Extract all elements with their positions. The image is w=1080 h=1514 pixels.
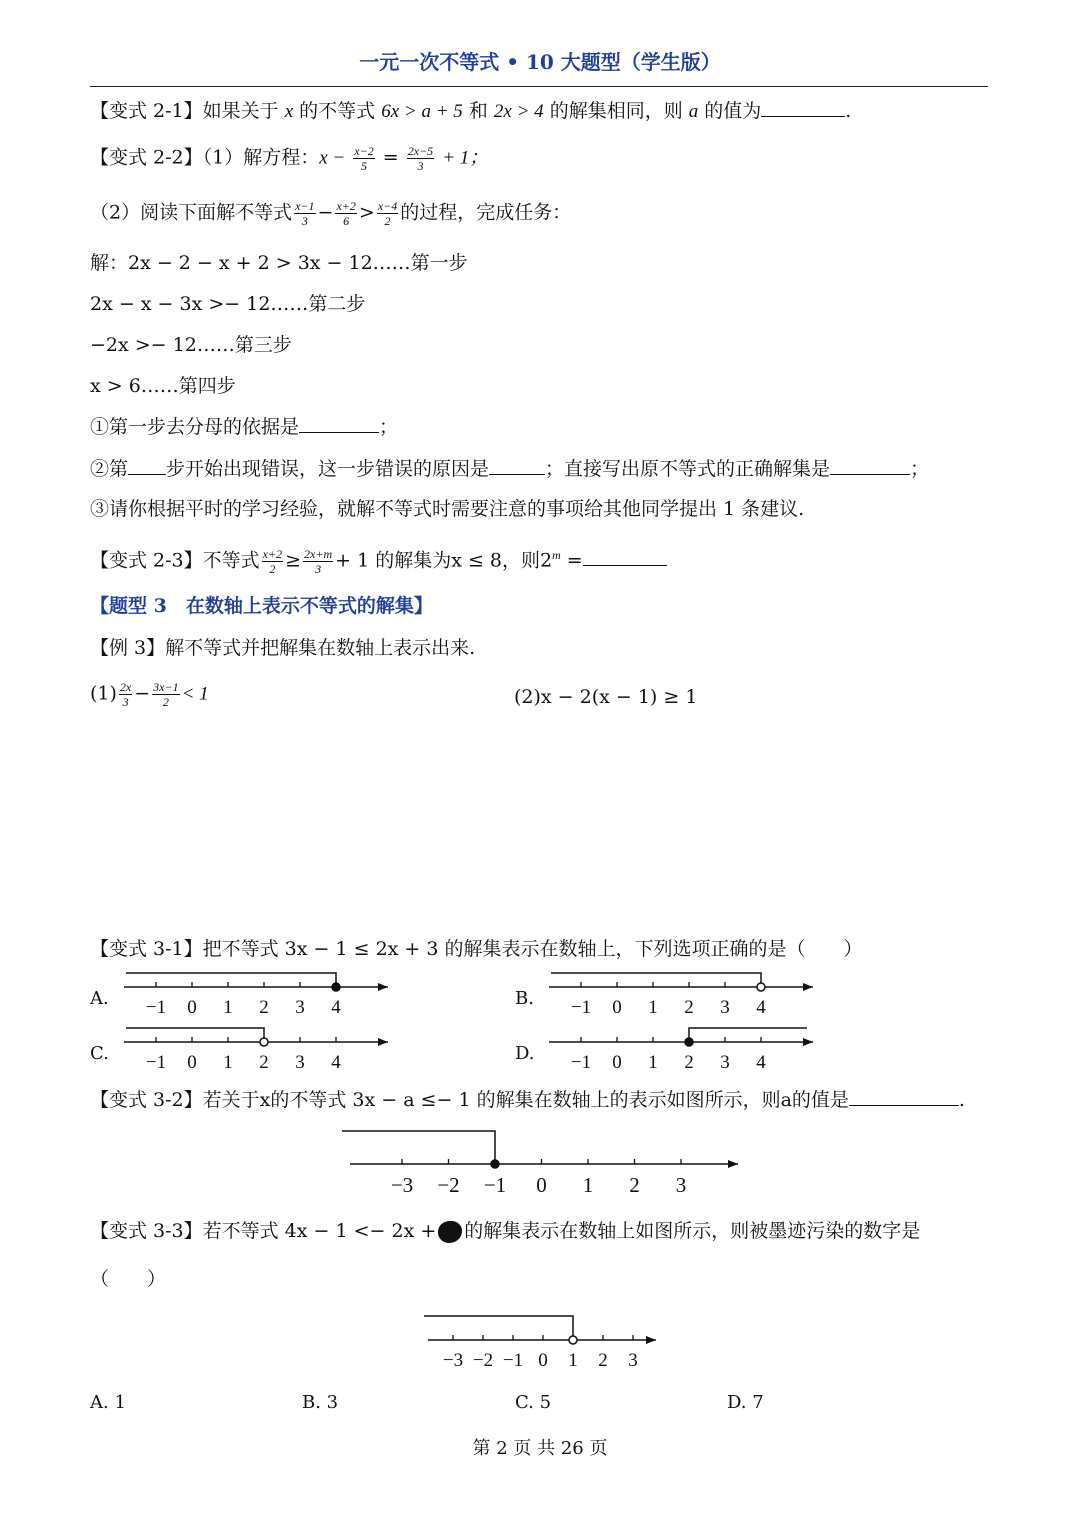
var: x (284, 101, 294, 122)
header-rule (90, 86, 988, 87)
axis-arrow (803, 983, 813, 991)
text: 如果关于 (202, 100, 285, 122)
fraction: $\frac{x+2}{6}$ (336, 199, 356, 228)
tick-label: 2 (684, 1052, 694, 1073)
fraction: $\frac{2x}{3}$ (119, 680, 132, 709)
answer-blank[interactable] (849, 1087, 959, 1106)
tag: 【变式 2-1】 (90, 100, 203, 122)
axis-arrow (803, 1038, 813, 1046)
fraction: $\frac{x-2}{5}$ (354, 144, 374, 173)
tick-label: 2 (629, 1173, 640, 1197)
tick-label: 4 (756, 1052, 766, 1073)
tick-label: 4 (331, 997, 341, 1018)
text: 的解集相同，则 (543, 100, 689, 122)
exponent: m (552, 548, 561, 562)
text: 的不等式 (293, 100, 382, 122)
example-3: 【例 3】解不等式并把解集在数轴上表示出来. (90, 637, 476, 659)
option-c-label[interactable]: C. (90, 1043, 109, 1064)
tick-label: 0 (538, 1350, 548, 1371)
document-header: 一元一次不等式 • 10 大题型（学生版） (359, 50, 721, 74)
solution-bracket (126, 1028, 264, 1042)
label: （1）解方程： (202, 146, 320, 169)
end: . (958, 1089, 965, 1111)
option-d-label[interactable]: D. (515, 1043, 535, 1064)
problem-2-2-part1 (90, 144, 488, 173)
tick-label: 3 (295, 997, 305, 1018)
fraction: $\frac{3x-1}{2}$ (153, 680, 179, 709)
text: 【变式 3-2】若关于x的不等式 3x − a ≤− 1 的解集在数轴上的表示如图所示，则a的值是 (90, 1089, 849, 1111)
tick-label: 1 (568, 1350, 578, 1371)
ink-blot (438, 1221, 462, 1243)
ge: ≥ (285, 549, 302, 572)
tick-label: 0 (612, 1052, 622, 1073)
tick-label: 0 (187, 997, 197, 1018)
closed-endpoint (685, 1038, 693, 1046)
minus: − (317, 201, 334, 224)
choice-b[interactable]: B. 3 (302, 1392, 339, 1413)
tick-label: 1 (582, 1173, 594, 1197)
text: + 1 的解集为x ≤ 8，则2 (335, 549, 553, 572)
axis-arrow (378, 1038, 388, 1046)
option-b-label[interactable]: B. (515, 988, 534, 1009)
example-3-part2: (2)x − 2(x − 1) ≥ 1 (514, 686, 698, 708)
label: （2）阅读下面解不等式 (90, 201, 293, 224)
tick-label: 1 (648, 997, 658, 1018)
task-3: ③请你根据平时的学习经验，就解不等式时需要注意的事项给其他同学提出 1 条建议. (90, 498, 805, 520)
problem-2-2-part2 (90, 199, 571, 228)
tick-label: 2 (259, 997, 269, 1018)
solution-bracket (551, 973, 761, 987)
fraction: $\frac{x-4}{2}$ (377, 199, 398, 228)
choice-paren: （ ） (90, 1268, 167, 1290)
answer-blank[interactable] (583, 547, 667, 566)
text: 的值为 (698, 100, 762, 122)
tick-label: −1 (145, 1052, 167, 1073)
tick-label: 0 (612, 997, 622, 1018)
tick-label: 1 (223, 997, 233, 1018)
choice-c[interactable]: C. 5 (515, 1392, 552, 1413)
task-1 (90, 414, 398, 440)
text: ②第 (90, 458, 129, 480)
problem-3-3 (90, 1218, 920, 1244)
expr: + 1； (442, 147, 489, 169)
axis-arrow (646, 1336, 656, 1344)
number-line-option-c (120, 1020, 400, 1078)
answer-blank[interactable] (128, 456, 166, 475)
number-line-3-3 (420, 1312, 670, 1372)
tick-label: 3 (675, 1173, 687, 1197)
tick-label: 4 (756, 997, 766, 1018)
tick-label: −1 (570, 997, 592, 1018)
end: . (845, 100, 852, 122)
equals: = (382, 146, 399, 169)
tick-label: 2 (684, 997, 694, 1018)
answer-blank[interactable] (299, 414, 379, 433)
tick-label: 0 (536, 1173, 547, 1197)
fraction: $\frac{2x-5}{3}$ (407, 144, 434, 173)
var: a (688, 101, 699, 122)
text: ；直接写出原不等式的正确解集是 (545, 458, 831, 480)
answer-blank[interactable] (761, 98, 845, 117)
tick-label: 3 (720, 997, 730, 1018)
tick-label: 4 (331, 1052, 341, 1073)
number-line-option-d (545, 1020, 825, 1078)
choice-a[interactable]: A. 1 (90, 1392, 126, 1413)
gt: > (358, 201, 375, 224)
tick-label: 3 (720, 1052, 730, 1073)
open-endpoint (757, 983, 765, 991)
text: 步开始出现错误，这一步错误的原因是 (166, 458, 490, 480)
open-endpoint (260, 1038, 268, 1046)
closed-endpoint (332, 983, 340, 991)
step-3: −2x >− 12……第三步 (90, 334, 292, 356)
tick-label: −2 (437, 1173, 460, 1197)
end: ； (910, 458, 930, 480)
tick-label: −2 (472, 1350, 494, 1371)
problem-3-2 (90, 1087, 965, 1113)
task-2 (90, 456, 929, 482)
problem-2-1 (90, 98, 851, 125)
solution-bracket (126, 973, 336, 987)
solution-bracket (342, 1131, 495, 1164)
minus: − (134, 682, 151, 705)
inequality: 2x > 4 (493, 101, 544, 122)
text: ①第一步去分母的依据是 (90, 416, 300, 438)
end: ； (379, 416, 399, 438)
expr: < 1 (181, 683, 209, 705)
tick-label: −1 (145, 997, 167, 1018)
tick-label: −1 (483, 1173, 507, 1197)
text: 【变式 3-3】若不等式 4x − 1 <− 2x + (90, 1220, 437, 1242)
answer-blank[interactable] (489, 456, 545, 475)
step-4: x > 6……第四步 (90, 375, 236, 397)
text: 和 (462, 100, 494, 122)
number-line-option-b (545, 965, 825, 1023)
tick-label: 0 (187, 1052, 197, 1073)
tick-label: 2 (259, 1052, 269, 1073)
tick-label: 3 (628, 1350, 638, 1371)
topic-3-heading: 【题型 3 在数轴上表示不等式的解集】 (90, 595, 433, 617)
fraction: $\frac{x-1}{3}$ (295, 199, 315, 228)
inequality: 6x > a + 5 (381, 101, 463, 122)
fraction: $\frac{2x+m}{3}$ (304, 546, 333, 576)
answer-blank[interactable] (830, 456, 910, 475)
text: = (560, 549, 583, 572)
tick-label: 1 (648, 1052, 658, 1073)
tag: 【变式 2-3】 (90, 549, 203, 572)
text: 的解集表示在数轴上如图所示，则被墨迹污染的数字是 (464, 1220, 921, 1242)
choice-d[interactable]: D. 7 (727, 1392, 764, 1413)
solution-bracket (424, 1316, 573, 1340)
tick-label: 3 (295, 1052, 305, 1073)
tick-label: −1 (502, 1350, 524, 1371)
tick-label: 1 (223, 1052, 233, 1073)
number-line-3-2 (340, 1128, 750, 1198)
tick-label: 2 (598, 1350, 608, 1371)
problem-2-3 (90, 542, 667, 576)
problem-3-1: 【变式 3-1】把不等式 3x − 1 ≤ 2x + 3 的解集表示在数轴上，下列选项正确的是（ ） (90, 938, 863, 960)
axis-arrow (378, 983, 388, 991)
number-line-option-a (120, 965, 400, 1023)
solution-bracket (689, 1028, 807, 1042)
closed-endpoint (491, 1160, 499, 1168)
text: 不等式 (202, 549, 260, 572)
tag: 【变式 2-2】 (90, 146, 203, 169)
step-1: 解：2x − 2 − x + 2 > 3x − 12……第一步 (90, 252, 468, 274)
text: 的过程，完成任务： (400, 201, 572, 224)
example-3-part1 (90, 680, 209, 709)
tick-label: −1 (570, 1052, 592, 1073)
tick-label: −3 (390, 1173, 414, 1197)
axis-arrow (728, 1160, 738, 1168)
expr: x − (319, 147, 346, 169)
label: (1) (90, 682, 117, 705)
open-endpoint (569, 1336, 577, 1344)
tick-label: −3 (442, 1350, 464, 1371)
fraction: $\frac{x+2}{2}$ (262, 546, 283, 576)
page-footer: 第 2 页 共 26 页 (472, 1438, 608, 1459)
option-a-label[interactable]: A. (90, 988, 109, 1009)
step-2: 2x − x − 3x >− 12……第二步 (90, 293, 366, 315)
